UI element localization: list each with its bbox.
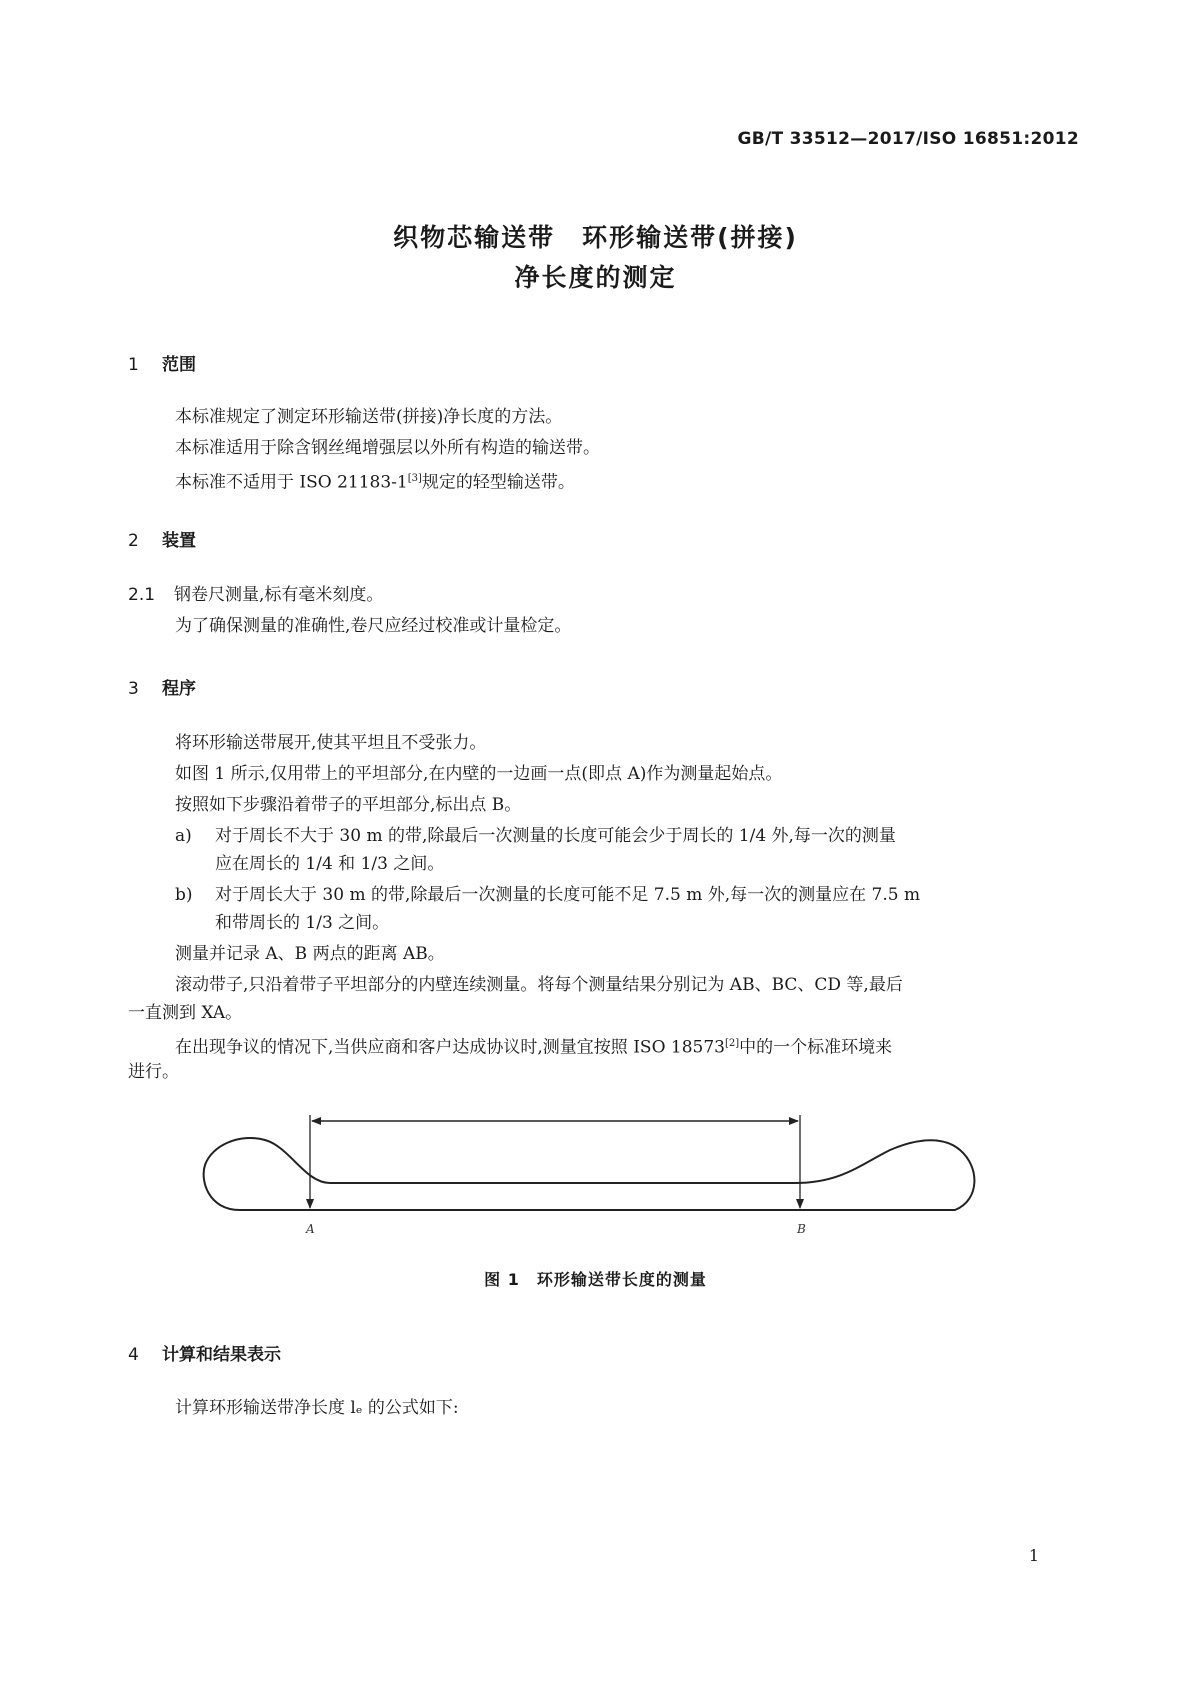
calculation-paragraph-1: 计算环形输送带净长度 lₑ 的公式如下: xyxy=(175,1398,459,1418)
section-title: 装置 xyxy=(162,531,196,551)
clause-2-1 xyxy=(128,582,383,608)
procedure-p6-text-end: 中的一个标准环境来 xyxy=(739,1037,893,1058)
figure-1-caption: 图 1 环形输送带长度的测量 xyxy=(484,1270,707,1289)
section-3-heading xyxy=(128,674,196,699)
point-label-b: B xyxy=(797,1222,806,1236)
list-label: a) xyxy=(175,826,192,846)
point-label-a: A xyxy=(306,1222,315,1236)
procedure-paragraph-2: 如图 1 所示,仅用带上的平坦部分,在内壁的一边画一点(即点 A)作为测量起始点。 xyxy=(175,764,783,784)
scope-paragraph-1: 本标准规定了测定环形输送带(拼接)净长度的方法。 xyxy=(175,407,563,427)
standard-code: GB/T 33512—2017/ISO 16851:2012 xyxy=(737,129,1079,149)
belt-outline xyxy=(204,1138,975,1210)
clause-text: 钢卷尺测量,标有毫米刻度。 xyxy=(174,585,384,605)
section-4-heading xyxy=(128,1340,281,1365)
section-number: 4 xyxy=(128,1345,139,1365)
list-item-b xyxy=(175,882,920,908)
document-title-line2: 净长度的测定 xyxy=(514,263,677,292)
procedure-paragraph-3: 按照如下步骤沿着带子的平坦部分,标出点 B。 xyxy=(175,795,522,815)
list-item-a-continued: 应在周长的 1/4 和 1/3 之间。 xyxy=(215,854,445,874)
document-title-line1: 织物芯输送带 环形输送带(拼接) xyxy=(393,223,798,252)
section-title: 范围 xyxy=(162,355,196,375)
scope-paragraph-3 xyxy=(175,466,575,496)
procedure-paragraph-6-continued: 进行。 xyxy=(128,1062,179,1082)
list-item-a xyxy=(175,823,896,849)
reference-2: [2] xyxy=(725,1038,740,1049)
page-number: 1 xyxy=(1028,1546,1039,1565)
section-number: 1 xyxy=(128,355,139,375)
scope-p3-text: 本标准不适用于 ISO 21183-1 xyxy=(175,472,408,493)
list-text: 对于周长不大于 30 m 的带,除最后一次测量的长度可能会少于周长的 1/4 外,每一次的测量 xyxy=(215,826,896,846)
apparatus-note: 为了确保测量的准确性,卷尺应经过校准或计量检定。 xyxy=(175,616,572,636)
clause-number: 2.1 xyxy=(128,585,156,605)
figure-1-belt-diagram xyxy=(200,1105,980,1245)
procedure-paragraph-5-continued: 一直测到 XA。 xyxy=(128,1003,243,1023)
section-title: 计算和结果表示 xyxy=(162,1345,281,1365)
procedure-paragraph-5: 滚动带子,只沿着带子平坦部分的内壁连续测量。将每个测量结果分别记为 AB、BC、CD 等,最后 xyxy=(175,975,903,995)
list-text: 对于周长大于 30 m 的带,除最后一次测量的长度可能不足 7.5 m 外,每一次的测量应在 7.5 m xyxy=(215,885,921,905)
scope-p3-text-end: 规定的轻型输送带。 xyxy=(421,472,575,493)
section-2-heading xyxy=(128,526,196,551)
procedure-paragraph-6 xyxy=(175,1031,892,1061)
section-number: 2 xyxy=(128,531,139,551)
list-item-b-continued: 和带周长的 1/3 之间。 xyxy=(215,913,390,933)
section-number: 3 xyxy=(128,679,139,699)
procedure-p6-text: 在出现争议的情况下,当供应商和客户达成协议时,测量宜按照 ISO 18573 xyxy=(175,1037,725,1058)
procedure-paragraph-4: 测量并记录 A、B 两点的距离 AB。 xyxy=(175,944,445,964)
reference-3: [3] xyxy=(407,473,422,484)
procedure-paragraph-1: 将环形输送带展开,使其平坦且不受张力。 xyxy=(175,733,487,753)
scope-paragraph-2: 本标准适用于除含钢丝绳增强层以外所有构造的输送带。 xyxy=(175,438,600,458)
section-title: 程序 xyxy=(162,679,196,699)
section-1-heading xyxy=(128,350,196,375)
list-label: b) xyxy=(175,885,193,905)
